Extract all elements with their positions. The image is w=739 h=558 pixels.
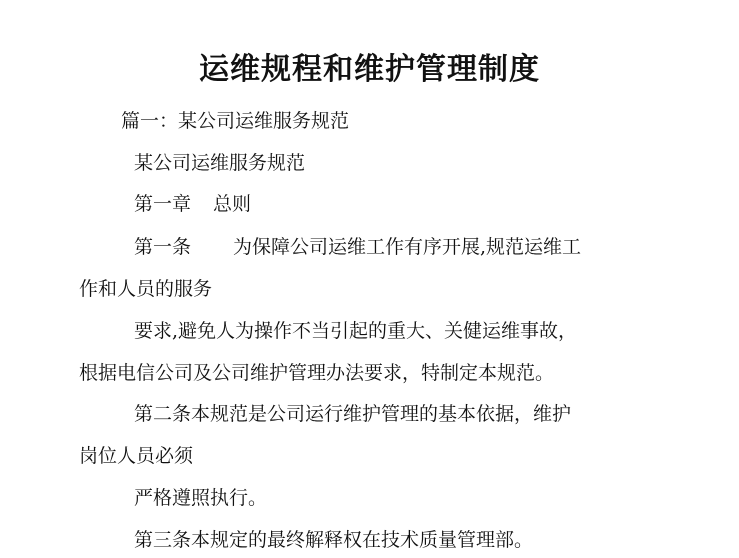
article1-line4: 根据电信公司及公司维护管理办法要求，特制定本规范。 xyxy=(79,362,555,384)
article1-line1 xyxy=(134,234,581,260)
chapter-title: 总则 xyxy=(213,193,252,215)
chapter-label: 第一章 xyxy=(134,193,192,215)
section-heading: 篇一：某公司运维服务规范 xyxy=(121,110,350,132)
article2-line2: 岗位人员必须 xyxy=(79,445,194,467)
article3-line1: 第三条本规定的最终解释权在技术质量管理部。 xyxy=(134,529,534,551)
subtitle: 某公司运维服务规范 xyxy=(134,152,306,174)
article1-label: 第一条 xyxy=(134,236,192,258)
article1-text: 为保障公司运维工作有序开展,规范运维工 xyxy=(233,236,582,258)
chapter-heading xyxy=(134,191,251,217)
article2-line3: 严格遵照执行。 xyxy=(134,487,268,509)
document-title: 运维规程和维护管理制度 xyxy=(199,52,540,87)
article1-line3: 要求,避免人为操作不当引起的重大、关健运维事故， xyxy=(134,320,578,342)
article2-line1: 第二条本规范是公司运行维护管理的基本依据，维护 xyxy=(134,403,572,425)
article1-line2: 作和人员的服务 xyxy=(79,278,213,300)
